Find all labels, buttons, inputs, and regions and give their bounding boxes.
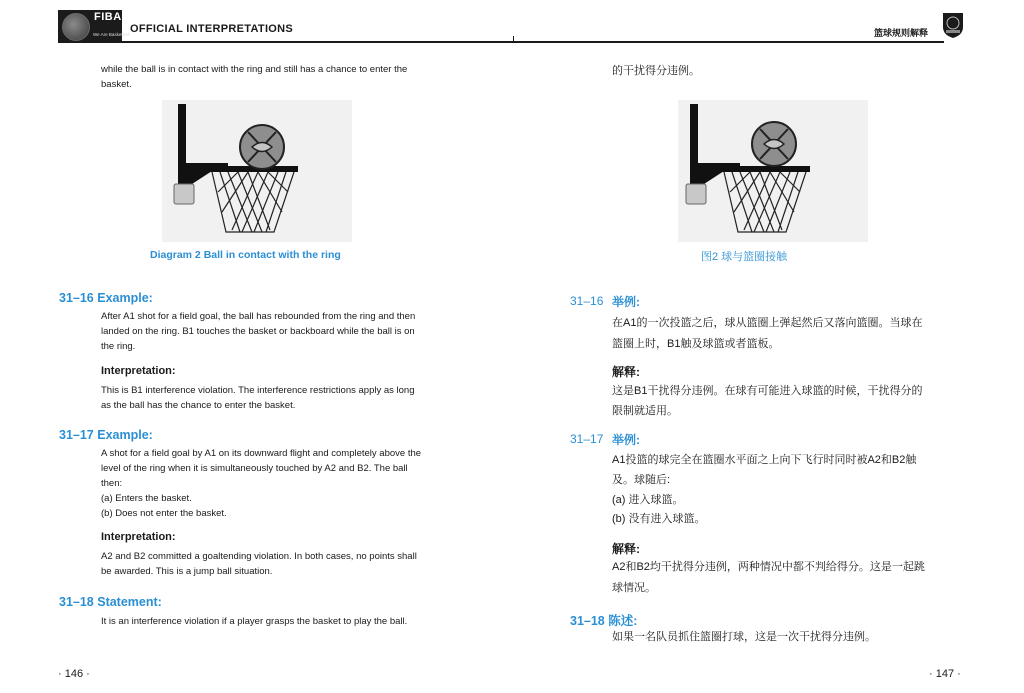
left-31-16-interp-line1: This is B1 interference violation. The interference restrictions apply as long bbox=[101, 385, 415, 396]
left-31-18-title: 31–18 Statement: bbox=[59, 595, 162, 609]
right-31-17-interp-head: 解释: bbox=[612, 542, 640, 556]
right-31-16-line1: 在A1的一次投篮之后，球从篮圈上弹起然后又落向篮圈。当球在 bbox=[612, 317, 923, 329]
left-31-17-title: 31–17 Example: bbox=[59, 428, 153, 442]
header-center-tick bbox=[513, 36, 514, 43]
header-rule-right bbox=[513, 41, 944, 43]
left-31-16-interp-line2: as the ball has the chance to enter the basket. bbox=[101, 400, 296, 411]
basketball-logo-icon bbox=[62, 13, 90, 41]
header-rule-left bbox=[58, 41, 513, 43]
left-31-17-line1: A shot for a field goal by A1 on its downward flight and completely above the bbox=[101, 448, 422, 459]
cba-shield-icon bbox=[941, 11, 965, 39]
right-31-18-title: 31–18 陈述: bbox=[570, 614, 638, 628]
left-page-number: · 146 · bbox=[58, 668, 90, 680]
right-diagram-caption: 图2 球与篮圈接触 bbox=[701, 251, 788, 263]
right-31-17-option-b: (b) 没有进入球篮。 bbox=[612, 513, 706, 525]
right-31-16-number: 31–16 bbox=[570, 294, 604, 308]
left-31-17-option-b: (b) Does not enter the basket. bbox=[101, 508, 227, 519]
left-31-17-interp-head: Interpretation: bbox=[101, 531, 176, 543]
right-31-16-interp-line2: 限制就适用。 bbox=[612, 405, 678, 417]
right-31-17-number: 31–17 bbox=[570, 432, 604, 446]
right-31-16-interp-head: 解释: bbox=[612, 365, 640, 379]
left-31-17-interp-line1: A2 and B2 committed a goaltending violation. In both cases, no points shall bbox=[101, 551, 417, 562]
left-31-16-line2: landed on the ring. B1 touches the basket or backboard while the ball is on bbox=[101, 326, 415, 337]
right-31-16-interp-line1: 这是B1干扰得分违例。在球有可能进入球篮的时候，干扰得分的 bbox=[612, 385, 923, 397]
logo-subtitle: We Are Basketball bbox=[93, 32, 130, 37]
right-page-number: · 147 · bbox=[929, 668, 961, 680]
right-31-16-title: 举例: bbox=[612, 295, 640, 309]
left-31-16-interp-head: Interpretation: bbox=[101, 365, 176, 377]
left-31-17-line3: then: bbox=[101, 478, 123, 489]
right-31-17-line1: A1投篮的球完全在篮圈水平面之上向下飞行时同时被A2和B2触 bbox=[612, 454, 917, 466]
right-intro: 的干扰得分违例。 bbox=[612, 65, 700, 77]
left-31-16-line1: After A1 shot for a field goal, the ball has rebounded from the ring and then bbox=[101, 311, 416, 322]
right-31-18-body: 如果一名队员抓住篮圈打球，这是一次干扰得分违例。 bbox=[612, 631, 876, 643]
left-31-17-option-a: (a) Enters the basket. bbox=[101, 493, 192, 504]
left-31-17-interp-line2: be awarded. This is a jump ball situation. bbox=[101, 566, 273, 577]
right-31-17-interp-line2: 球情况。 bbox=[612, 582, 656, 594]
diagram-ball-on-ring-right bbox=[678, 100, 868, 242]
left-31-16-line3: the ring. bbox=[101, 341, 136, 352]
logo-text: FIBA bbox=[94, 11, 122, 23]
header-title-en: OFFICIAL INTERPRETATIONS bbox=[130, 23, 294, 35]
left-diagram-caption: Diagram 2 Ball in contact with the ring bbox=[150, 249, 341, 261]
right-31-17-interp-line1: A2和B2均干扰得分违例，两种情况中都不判给得分。这是一起跳 bbox=[612, 561, 925, 573]
left-31-16-title: 31–16 Example: bbox=[59, 291, 153, 305]
right-31-17-line2: 及。球随后: bbox=[612, 474, 671, 486]
left-intro-line2: basket. bbox=[101, 79, 132, 90]
right-31-17-option-a: (a) 进入球篮。 bbox=[612, 494, 684, 506]
right-31-17-title: 举例: bbox=[612, 433, 640, 447]
header-title-cn: 篮球规则解释 bbox=[874, 28, 929, 38]
right-31-16-line2: 篮圈上时，B1触及球篮或者篮板。 bbox=[612, 338, 780, 350]
diagram-ball-on-ring-left bbox=[162, 100, 352, 242]
left-31-18-body: It is an interference violation if a player grasps the basket to play the ball. bbox=[101, 616, 408, 627]
left-intro-line1: while the ball is in contact with the ring and still has a chance to enter the bbox=[101, 64, 408, 75]
left-31-17-line2: level of the ring when it is simultaneously touched by A2 and B2. The ball bbox=[101, 463, 408, 474]
